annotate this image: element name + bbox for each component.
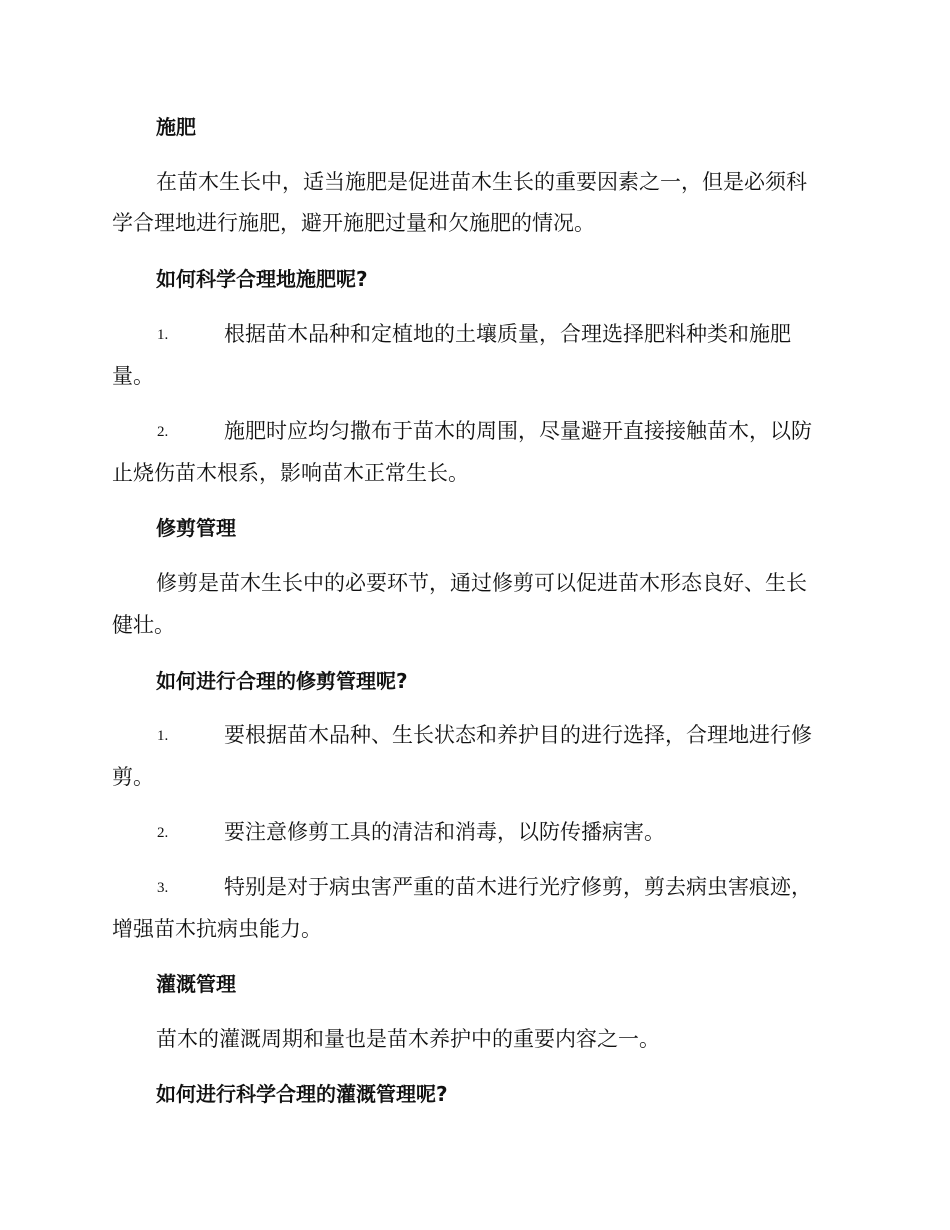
list-item-line: 止烧伤苗木根系，影响苗木正常生长。 bbox=[112, 461, 469, 485]
section-heading: 修剪管理 bbox=[156, 516, 236, 540]
section-heading: 灌溉管理 bbox=[156, 972, 236, 996]
list-item-line: 施肥时应均匀撒布于苗木的周围，尽量避开直接接触苗木，以防 bbox=[224, 419, 812, 443]
list-item-line: 特别是对于病虫害严重的苗木进行光疗修剪，剪去病虫害痕迹， bbox=[224, 875, 812, 899]
list-item-line: 量。 bbox=[112, 364, 154, 388]
list-item-line: 根据苗木品种和定植地的土壤质量，合理选择肥料种类和施肥 bbox=[224, 322, 791, 346]
question-heading: 如何进行科学合理的灌溉管理呢? bbox=[156, 1082, 448, 1106]
paragraph-line: 在苗木生长中，适当施肥是促进苗木生长的重要因素之一，但是必须科 bbox=[156, 170, 807, 194]
list-item-line: 增强苗木抗病虫能力。 bbox=[112, 917, 322, 941]
question-heading: 如何进行合理的修剪管理呢? bbox=[156, 669, 408, 693]
paragraph-line: 修剪是苗木生长中的必要环节，通过修剪可以促进苗木形态良好、生长 bbox=[156, 571, 807, 595]
list-number: 1. bbox=[157, 327, 169, 343]
section-heading: 施肥 bbox=[156, 115, 196, 139]
list-number: 2. bbox=[157, 825, 169, 841]
paragraph-line: 学合理地进行施肥，避开施肥过量和欠施肥的情况。 bbox=[112, 211, 595, 235]
list-number: 3. bbox=[157, 880, 169, 896]
list-item-line: 要注意修剪工具的清洁和消毒，以防传播病害。 bbox=[224, 820, 665, 844]
list-item-line: 剪。 bbox=[112, 765, 154, 789]
list-item-line: 要根据苗木品种、生长状态和养护目的进行选择，合理地进行修 bbox=[224, 723, 812, 747]
question-heading: 如何科学合理地施肥呢? bbox=[156, 267, 368, 291]
list-number: 2. bbox=[157, 424, 169, 440]
paragraph-line: 健壮。 bbox=[112, 613, 175, 637]
paragraph-line: 苗木的灌溉周期和量也是苗木养护中的重要内容之一。 bbox=[156, 1027, 660, 1051]
list-number: 1. bbox=[157, 728, 169, 744]
